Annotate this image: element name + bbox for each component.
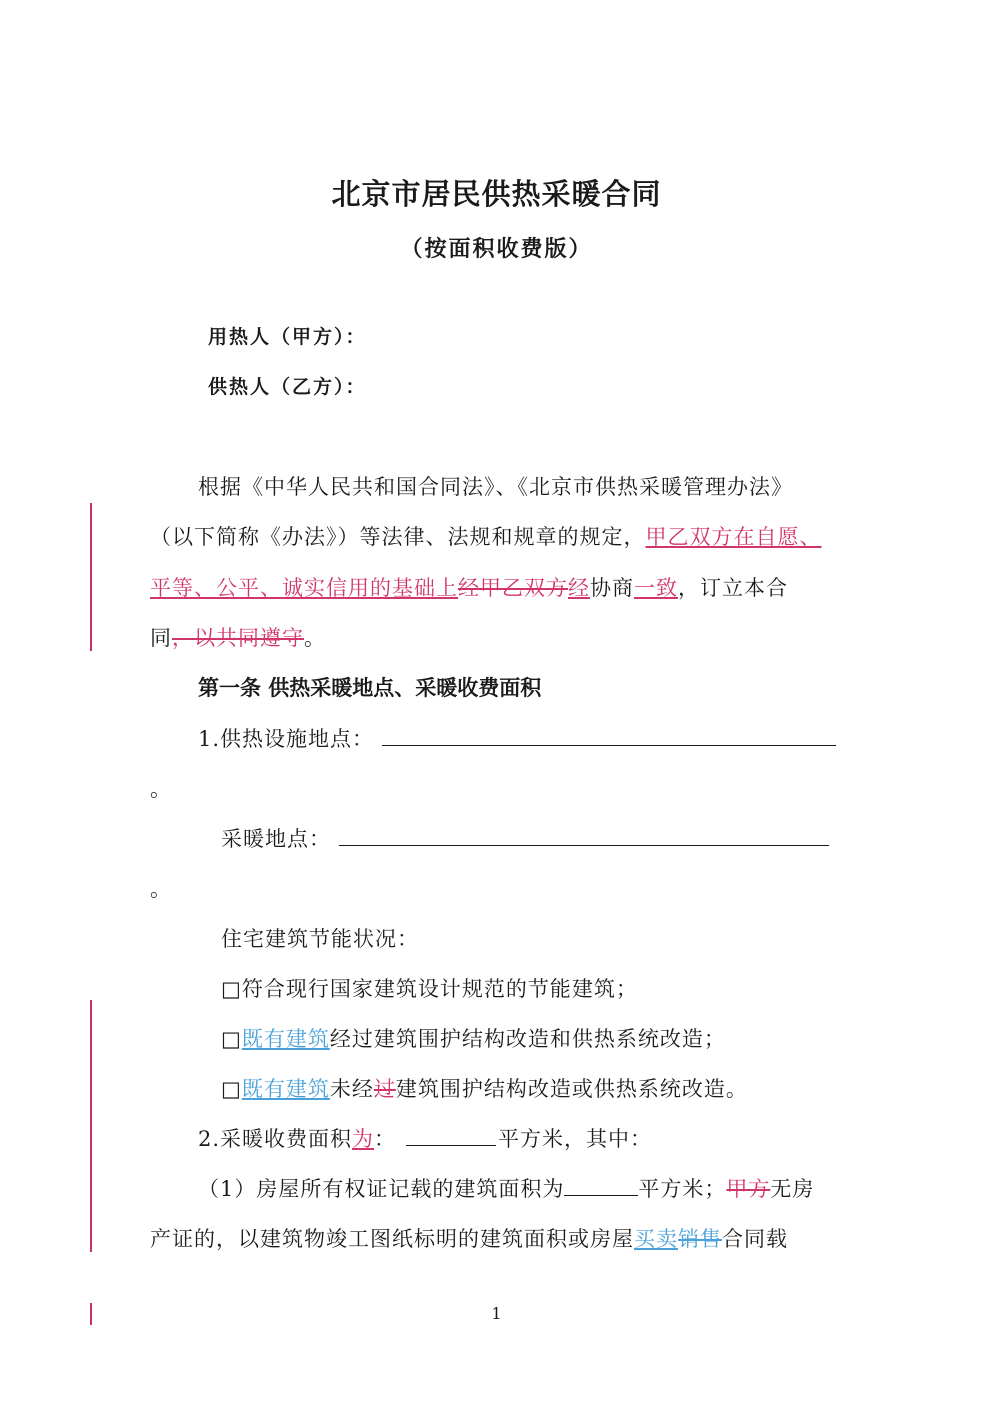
intro-text: ，订立本合: [678, 576, 788, 600]
field-text: 平方米，其中：: [498, 1127, 653, 1151]
inserted-text: 为: [352, 1127, 375, 1151]
article-1-heading: 第一条 供热采暖地点、采暖收费面积: [198, 675, 542, 700]
inserted-text: 甲乙双方在自愿、: [645, 525, 822, 549]
facility-location-blank[interactable]: [382, 727, 836, 746]
checkbox[interactable]: □: [221, 1027, 242, 1051]
field-label: 2.采暖收费面积: [198, 1127, 353, 1151]
option-text: 未经: [329, 1077, 374, 1101]
intro-text: 。: [304, 626, 326, 650]
checkbox[interactable]: □: [221, 1077, 242, 1101]
document-subtitle: （按面积收费版）: [400, 236, 593, 262]
sub-item-1-line-2: [150, 1223, 788, 1253]
deleted-text: 甲方: [726, 1177, 771, 1201]
sub-item-1-line-1: [198, 1173, 814, 1203]
heating-location: [221, 823, 829, 853]
deleted-text: 销售: [678, 1227, 722, 1251]
inserted-text: 经: [568, 576, 590, 600]
intro-line-4: [150, 622, 326, 652]
party-user-label: 用热人（甲方）：: [208, 326, 367, 348]
intro-line-1: 根据《中华人民共和国合同法》、《北京市供热采暖管理办法》: [198, 475, 793, 499]
field-label: 采暖地点：: [221, 827, 331, 851]
inserted-text: 平等、公平、诚实信用的基础上: [150, 576, 458, 600]
intro-line-3: [150, 572, 788, 602]
building-area-blank[interactable]: [564, 1177, 638, 1196]
period-mark: 。: [150, 777, 172, 801]
field-label: ：: [374, 1127, 397, 1151]
field-text: 合同载: [722, 1227, 788, 1251]
field-text: 无房: [770, 1177, 815, 1201]
field-text: 平方米；: [638, 1177, 727, 1201]
deleted-text: 经甲乙双方: [458, 576, 568, 600]
page-number: 1: [491, 1304, 502, 1323]
option-text: 经过建筑围护结构改造和供热系统改造；: [329, 1027, 726, 1051]
party-supplier-label: 供热人（乙方）：: [208, 376, 367, 398]
revision-bar: [90, 503, 92, 651]
field-text: 产证的，以建筑物竣工图纸标明的建筑面积或房屋: [150, 1227, 634, 1251]
intro-text: （以下简称《办法》）等法律、法规和规章的规定，: [150, 525, 646, 549]
deleted-text: 过: [373, 1077, 396, 1101]
energy-option-3[interactable]: [221, 1073, 748, 1103]
field-text: （1）房屋所有权证记载的建筑面积为: [198, 1177, 565, 1201]
inserted-text: 既有建筑: [241, 1077, 330, 1101]
inserted-text: 一致: [634, 576, 678, 600]
deleted-text: ，以共同遵守: [172, 626, 304, 650]
energy-status-label: 住宅建筑节能状况：: [221, 927, 419, 951]
item-1-facility-location: [198, 723, 836, 753]
energy-option-1[interactable]: □符合现行国家建筑设计规范的节能建筑；: [221, 977, 638, 1001]
intro-text: 同: [150, 626, 172, 650]
document-title: 北京市居民供热采暖合同: [331, 177, 662, 211]
heating-area-blank[interactable]: [406, 1127, 496, 1146]
item-2-heating-area: [198, 1123, 652, 1153]
revision-bar: [90, 1000, 92, 1252]
heating-location-blank[interactable]: [339, 827, 829, 846]
intro-text: 协商: [590, 576, 634, 600]
inserted-text: 买卖: [634, 1227, 678, 1251]
intro-line-2: [150, 521, 822, 551]
period-mark: 。: [150, 877, 172, 901]
energy-option-2[interactable]: [221, 1023, 726, 1053]
inserted-text: 既有建筑: [241, 1027, 330, 1051]
option-text: 建筑围护结构改造或供热系统改造。: [395, 1077, 748, 1101]
field-label: 1.供热设施地点：: [198, 727, 375, 751]
